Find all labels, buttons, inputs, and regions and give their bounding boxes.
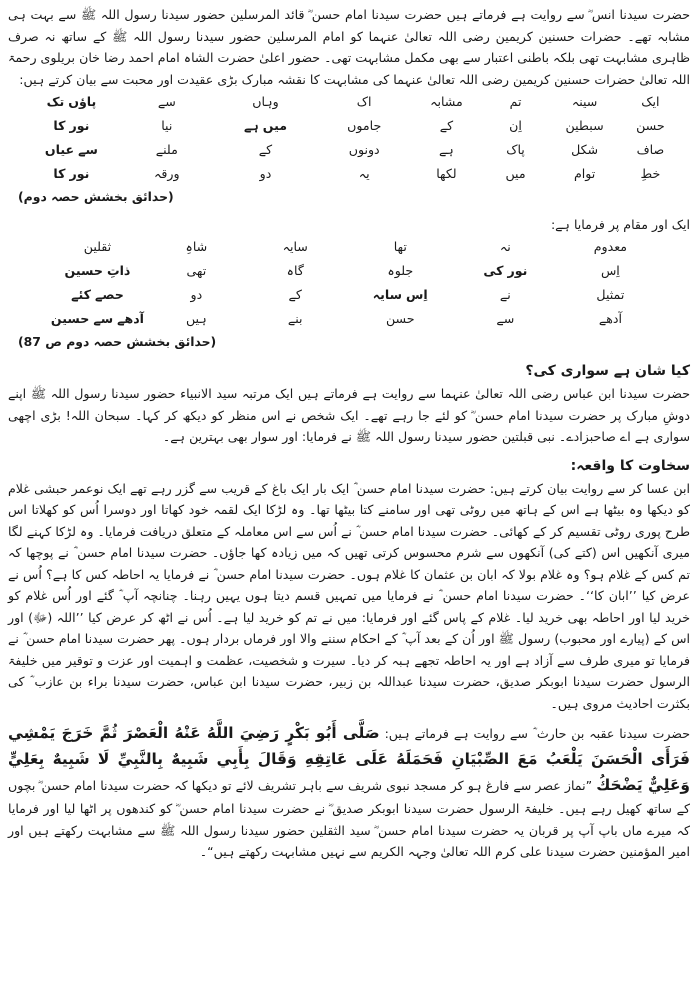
section-heading-generosity: سخاوت کا واقعہ: bbox=[570, 457, 690, 474]
poem-2-reference: (حدائق بخشش حصہ دوم ص 87) bbox=[18, 334, 217, 349]
poem-word: حصے کئے bbox=[71, 287, 124, 302]
poem-word: سے bbox=[496, 311, 515, 326]
poem-1 bbox=[22, 90, 680, 186]
poem-word: صاف bbox=[636, 142, 665, 157]
section-paragraph-resemblance: حضرت سیدنا عقبہ بن حارث ؓ سے روایت ہے فرماتے ہیں: صَلَّى أَبُو بَكْرٍ رَضِيَ اللَّهُ عَنْهُ الْعَصْرَ ثُمَّ خَرَجَ يَمْشِي فَرَأَى الْحَسَنَ يَلْعَبُ مَعَ الصِّبْيَانِ فَحَمَلَهُ عَلَى عَاتِقِهِ وَقَالَ بِأَبِي شَبِيهٌ بِالنَّبِيِّ لَا شَبِيهٌ بِعَلِيٍّ وَعَلِيٌّ يَضْحَكُ ”نماز عصر سے فارغ ہو کر مسجد نبوی شریف سے باہر تشریف لائے تو دیکھا کہ حضرت سیدنا امام حسن ؓ بچوں کے ساتھ کھیل رہے ہیں۔ خلیفۃ الرسول حضرت سیدنا ابوبکر صدیق ؓ نے حضرت سیدنا امام حسن ؓ کو کندھوں پر اٹھا لیا اور فرمایا کہ میرے ماں باپ آپ پر قربان یہ حضرت سیدنا امام حسن ؓ سید الثقلین حضور سیدنا رسول اللہ ﷺ سے مشابہت رکھتے ہیں اور امیر المؤمنین حضرت سیدنا علی کرم اللہ تعالیٰ وجہہ الکریم سے نہیں مشابہت رکھتے ہیں“۔ bbox=[8, 724, 690, 859]
poem-word: آدھے سے حسین bbox=[50, 311, 144, 326]
poem-word: آدھے bbox=[598, 311, 622, 326]
poem-word: نور کا bbox=[53, 118, 90, 133]
poem-word: حسن bbox=[385, 311, 415, 326]
poem-word: اِس bbox=[600, 263, 620, 278]
poem-word: پاؤں تک bbox=[46, 94, 97, 109]
poem-word: دو bbox=[190, 287, 203, 302]
poem-word: جاموں bbox=[347, 118, 382, 133]
arabic-hadith: صَلَّى أَبُو بَكْرٍ رَضِيَ اللَّهُ عَنْهُ الْعَصْرَ ثُمَّ خَرَجَ يَمْشِي فَرَأَى الْحَسَنَ يَلْعَبُ مَعَ الصِّبْيَانِ فَحَمَلَهُ عَلَى عَاتِقِهِ وَقَالَ بِأَبِي شَبِيهٌ بِالنَّبِيِّ لَا شَبِيهٌ بِعَلِيٍّ وَعَلِيٌّ يَضْحَكُ bbox=[8, 724, 690, 794]
poem-word: پاک bbox=[506, 142, 525, 157]
poem-word: توام bbox=[573, 166, 596, 181]
poem-word: سے bbox=[157, 94, 176, 109]
poem-word: دونوں bbox=[348, 142, 380, 157]
poem-word: کے bbox=[288, 287, 302, 302]
poem-word: میں ہے bbox=[243, 118, 288, 133]
poem-word: اک bbox=[356, 94, 372, 109]
poem-word: نہ bbox=[499, 239, 511, 254]
poem-word: ہیں bbox=[185, 311, 207, 326]
poem-word: سبطین bbox=[565, 118, 604, 133]
poem-word: ایک bbox=[641, 94, 660, 109]
poem-word: تھا bbox=[393, 239, 407, 254]
section-paragraph-generosity: ابن عسا کر سے روایت بیان کرتے ہیں: حضرت سیدنا امام حسن ؓ ایک بار ایک باغ کے قریب سے گزر رہے تھے ایک نوعمر حبشی غلام کو دیکھا وہ بیٹھا ہے اس کے ہاتھ میں روٹی تھی اور سامنے کتا بیٹھا تھا۔ وہ لڑکا ایک لقمہ خود کھاتا اور دوسرا اُس کو کھلاتا اس طرح پوری روٹی تقسیم کر کے کھائی۔ حضرت سیدنا امام حسن ؓ نے اُس سے اس معاملہ کے متعلق دریافت فرمایا۔ وہ لڑکا کہنے لگا میری آنکھیں اس (کتے کی) آنکھوں سے شرم محسوس کرتی تھیں کہ میں زیادہ کھا جاؤں۔ حضرت سیدنا امام حسن ؓ نے پوچھا کہ تم کس کے غلام ہو؟ وہ غلام بولا کہ ابان بن عثمان کا غلام ہوں۔ حضرت سیدنا امام حسن ؓ نے فرمایا یہ احاطہ کس کا ہے؟ اُس نے عرض کیا ’’ابان کا‘‘۔ حضرت سیدنا امام حسن ؓ نے فرمایا میں تمہیں قسم دیتا ہوں یہیں رہنا۔ چنانچہ آپ ؓ گئے اور اُس غلام کو خرید لیا اور احاطہ بھی خرید لیا۔ غلام کے پاس گئے اور فرمایا: میں نے تم کو خرید لیا ہے۔ اُس نے اٹھ کر عرض کیا ’’اللہ (ﷻ) اور اس کے (پیارے اور محبوب) رسول ﷺ اور اُن کے بعد آپ ؓ کے احکام سننے والا اور فرماں بردار ہوں۔ پھر حضرت سیدنا امام حسن ؓ نے فرمایا تو میری طرف سے آزاد ہے اور یہ احاطہ تجھے ہبہ کر دیا۔ سیرت و شخصیت، عظمت و اہمیت اور عزت و توقیر میں خلیفۃ الرسول حضرت سیدنا ابوبکر صدیق، حضرت سیدنا عبداللہ بن زبیر، حضرت سیدنا ابن عباس، حضرت سیدنا براء بن عازب ؓ کی بکثرت احادیث مروی ہیں۔ bbox=[8, 480, 690, 711]
poem-word: تھی bbox=[186, 263, 207, 278]
poem-word: دو bbox=[259, 166, 272, 181]
poem-word: میں bbox=[505, 166, 526, 181]
poem-word: گاہ bbox=[286, 263, 304, 278]
poem-word: ذاتِ حسین bbox=[64, 263, 131, 278]
poem-word: شاہِ bbox=[185, 239, 208, 254]
poem-word: ثقلین bbox=[83, 239, 112, 254]
poem-1-reference: (حدائق بخشش حصہ دوم) bbox=[18, 189, 174, 204]
poem-word: اِن bbox=[509, 118, 522, 133]
section-heading-ride: کیا شان ہے سواری کی؟ bbox=[525, 363, 690, 379]
poem-word: معدوم bbox=[593, 239, 628, 254]
poem-word: تمثیل bbox=[596, 287, 625, 302]
section-paragraph-ride: حضرت سیدنا ابن عباس رضی اللہ تعالیٰ عنہما سے روایت ہے فرماتے ہیں ایک مرتبہ سید الانبیاء حضور سیدنا رسول اللہ ﷺ اپنے دوشِ مبارک پر حضرت سیدنا امام حسن ؓ کو لئے جا رہے تھے۔ ایک شخص نے اس منظر کو دیکھ کر کہا۔ سبحان اللہ! بڑی اچھی سواری ہے اے صاحبزادے۔ نبی قبلتین حضور سیدنا رسول اللہ ﷺ نے فرمایا: اور سوار بھی بہترین ہے۔ bbox=[8, 386, 690, 444]
poem-word: سینہ bbox=[571, 94, 598, 109]
poem-word: وہاں bbox=[252, 94, 279, 109]
poem-word: خطِ bbox=[640, 166, 661, 181]
poem-word: یہ bbox=[358, 166, 370, 181]
intro-paragraph: حضرت سیدنا انس ؓ سے روایت ہے فرماتے ہیں حضرت سیدنا امام حسن ؓ قائد المرسلین حضور سیدنا رسول اللہ ﷺ سے بہت ہی مشابہ تھے۔ حضرات حسنین کریمین رضی اللہ تعالیٰ عنہما کو امام المرسلین حضور سیدنا رسول اللہ ﷺ کے ساتھ نہ صرف ظاہری مشابہت تھی بلکہ باطنی اعتبار سے بھی مکمل مشابہت تھی۔ حضور اعلیٰ حضرت الشاہ امام احمد رضا خان بریلوی رحمۃ اللہ تعالیٰ حضرات حسنین کریمین رضی اللہ تعالیٰ عنہما کی مشابہت کا نقشہ مبارک بڑی عقیدت اور محبت سے بیان کرتے ہیں: bbox=[8, 7, 690, 87]
poem-word: اِس سایہ bbox=[372, 287, 428, 302]
poem-word: بنے bbox=[287, 311, 303, 326]
poem-word: ورقہ bbox=[154, 166, 180, 181]
poem-word: شکل bbox=[571, 142, 599, 157]
mid-intro: ایک اور مقام پر فرمایا ہے: bbox=[550, 217, 690, 232]
poem-word: سے عیاں bbox=[44, 142, 98, 157]
poem-word: حسن bbox=[636, 118, 665, 133]
poem-word: جلوہ bbox=[387, 263, 414, 278]
poem-word: مشابہ bbox=[430, 94, 463, 109]
poem-word: کے bbox=[258, 142, 273, 157]
poem-word: کے bbox=[439, 118, 454, 133]
poem-word: نور کی bbox=[483, 263, 528, 278]
poem-word: نور کا bbox=[53, 166, 90, 181]
poem-word: سایہ bbox=[282, 239, 308, 254]
poem-word: ملنے bbox=[155, 142, 178, 157]
poem-word: تم bbox=[509, 94, 522, 109]
poem-2 bbox=[48, 235, 666, 331]
poem-word: ہے bbox=[439, 142, 454, 157]
poem-word: نیا bbox=[161, 118, 173, 133]
poem-word: نے bbox=[499, 287, 511, 302]
poem-word: لکھا bbox=[436, 166, 457, 181]
